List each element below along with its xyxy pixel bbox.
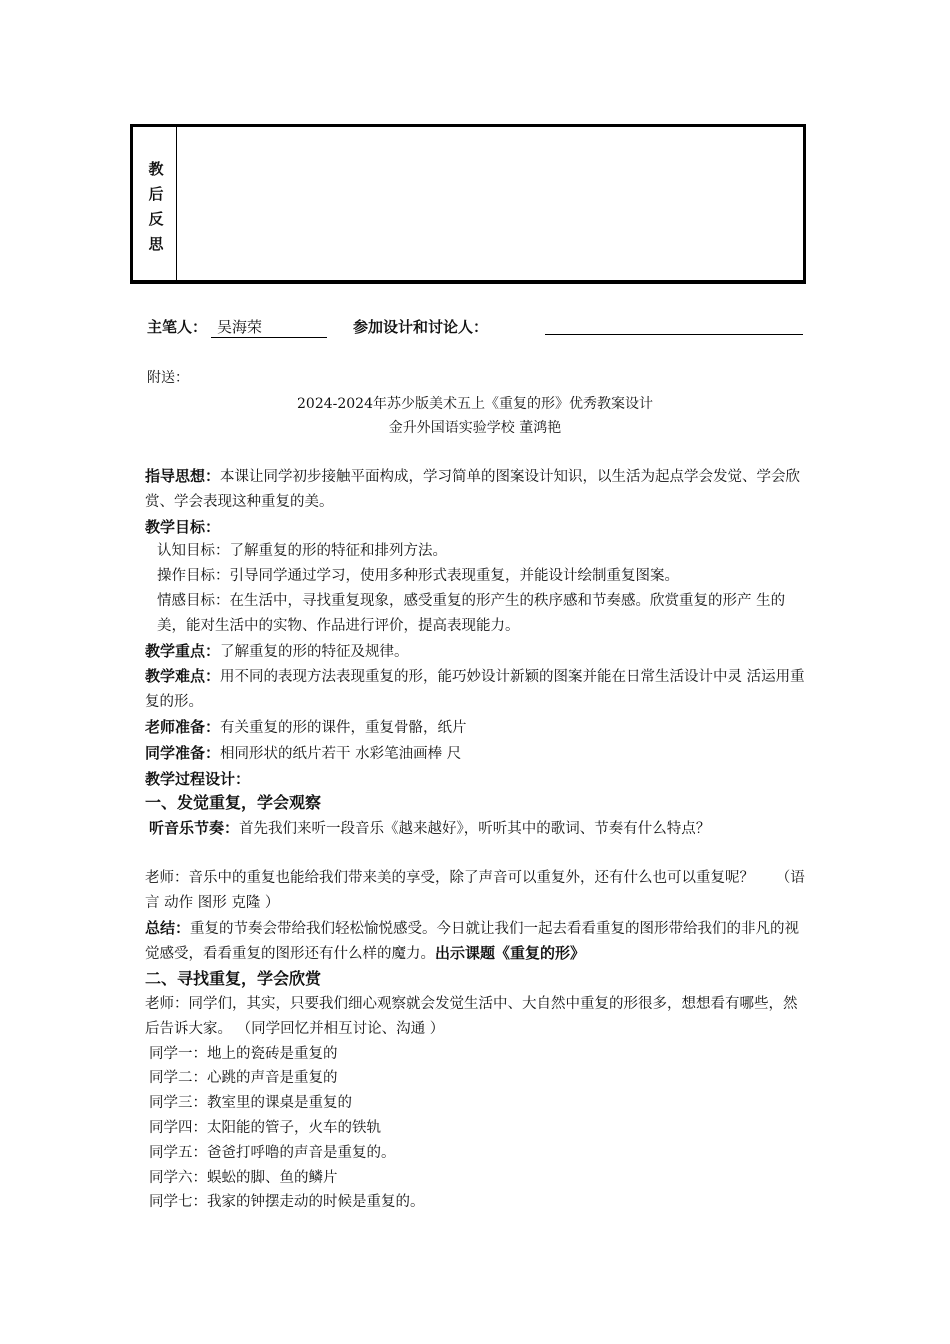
key-label: 教学重点： bbox=[145, 641, 221, 660]
author-name: 吴海荣 bbox=[211, 316, 327, 338]
guide-paragraph bbox=[145, 464, 810, 515]
goal-item: 情感目标：在生活中，寻找重复现象，感受重复的形产生的秩序感和节奏感。欣赏重复的形产 生的美，能对生活中的实物、作品进行评价，提高表现能力。 bbox=[157, 592, 786, 634]
goal-item: 操作目标：引导同学通过学习，使用多种形式表现重复，并能设计绘制重复图案。 bbox=[157, 568, 679, 585]
reflection-box bbox=[130, 124, 806, 284]
reflection-label bbox=[145, 157, 167, 257]
teacher-prep-label: 老师准备： bbox=[145, 717, 221, 736]
goal-item: 认知目标：了解重复的形的特征和排列方法。 bbox=[157, 543, 447, 560]
author-line bbox=[147, 316, 489, 338]
attachment-label: 附送： bbox=[147, 370, 189, 386]
music-paragraph bbox=[145, 816, 810, 842]
teacher-paragraph: 老师：音乐中的重复也能给我们带来美的享受，除了声音可以重复外，还有什么也可以重复呢？ （语言 动作 图形 克隆 ） bbox=[145, 869, 805, 911]
section1-heading: 一、发觉重复，学会观察 bbox=[145, 793, 322, 813]
student-answer: 同学二：心跳的声音是重复的 bbox=[149, 1070, 338, 1087]
student-answer: 同学六：蜈蚣的脚、鱼的鳞片 bbox=[149, 1169, 338, 1186]
student-prep-label: 同学准备： bbox=[145, 743, 221, 762]
process-heading: 教学过程设计： bbox=[145, 769, 251, 788]
participants-blank bbox=[545, 334, 803, 335]
teacher-paragraph: 老师：同学们，其实，只要我们细心观察就会发觉生活中、大自然中重复的形很多，想想看有哪些，然后告诉大家。 （同学回忆并相互讨论、沟通 ） bbox=[145, 995, 798, 1037]
teacher-prep-paragraph bbox=[145, 715, 810, 741]
guide-text: 本课让同学初步接触平面构成，学习简单的图案设计知识，以生活为起点学会发觉、学会欣赏、学会表现这种重复的美。 bbox=[145, 469, 801, 510]
guide-label: 指导思想： bbox=[145, 467, 221, 485]
difficulty-label: 教学难点： bbox=[145, 667, 221, 686]
summary-paragraph bbox=[145, 916, 810, 968]
teacher-prep-text: 有关重复的形的课件，重复骨骼，纸片 bbox=[220, 719, 467, 736]
reflection-label-char: 反 bbox=[148, 210, 164, 228]
summary-text: 重复的节奏会带给我们轻松愉悦感受。今日就让我们一起去看看重复的图形带给我们的非凡的视觉感受，看看重复的图形还有什么样的魔力。 bbox=[145, 920, 800, 963]
student-answer: 同学五：爸爸打呼噜的声音是重复的。 bbox=[149, 1144, 396, 1161]
summary-label: 总结： bbox=[145, 918, 191, 937]
music-label: 听音乐节奏： bbox=[149, 819, 240, 838]
key-paragraph bbox=[145, 639, 810, 665]
reflection-label-char: 教 bbox=[148, 160, 164, 178]
document-author: 金升外国语实验学校 董鸿艳 bbox=[388, 420, 562, 436]
spacer bbox=[145, 842, 810, 866]
goals-heading: 教学目标： bbox=[145, 517, 221, 536]
reflection-label-char: 后 bbox=[148, 185, 164, 203]
difficulty-text: 用不同的表现方法表现重复的形，能巧妙设计新颖的图案并能在日常生活设计中灵 活运用重复的形。 bbox=[145, 669, 805, 711]
summary-title: 出示课题《重复的形》 bbox=[435, 944, 586, 963]
participants-label: 参加设计和讨论人： bbox=[353, 318, 489, 336]
student-prep-paragraph bbox=[145, 741, 810, 767]
difficulty-paragraph bbox=[145, 664, 810, 715]
student-answer: 同学三：教室里的课桌是重复的 bbox=[149, 1095, 352, 1112]
lesson-body bbox=[145, 464, 810, 1215]
document-title: 2024-2024年苏少版美术五上《重复的形》优秀教案设计 bbox=[297, 396, 653, 412]
reflection-divider bbox=[176, 127, 177, 280]
music-text: 首先我们来听一段音乐《越来越好》，听听其中的歌词、节奏有什么特点？ bbox=[239, 821, 711, 838]
section2-heading: 二、寻找重复，学会欣赏 bbox=[145, 969, 322, 989]
reflection-label-char: 思 bbox=[148, 235, 164, 253]
student-answer: 同学四：太阳能的管子，火车的铁轨 bbox=[149, 1119, 381, 1136]
key-text: 了解重复的形的特征及规律。 bbox=[220, 643, 409, 660]
student-answer: 同学七：我家的钟摆走动的时候是重复的。 bbox=[149, 1194, 425, 1211]
student-prep-text: 相同形状的纸片若干 水彩笔油画棒 尺 bbox=[220, 745, 462, 762]
author-label: 主笔人： bbox=[147, 318, 208, 336]
student-answer: 同学一：地上的瓷砖是重复的 bbox=[149, 1045, 338, 1062]
